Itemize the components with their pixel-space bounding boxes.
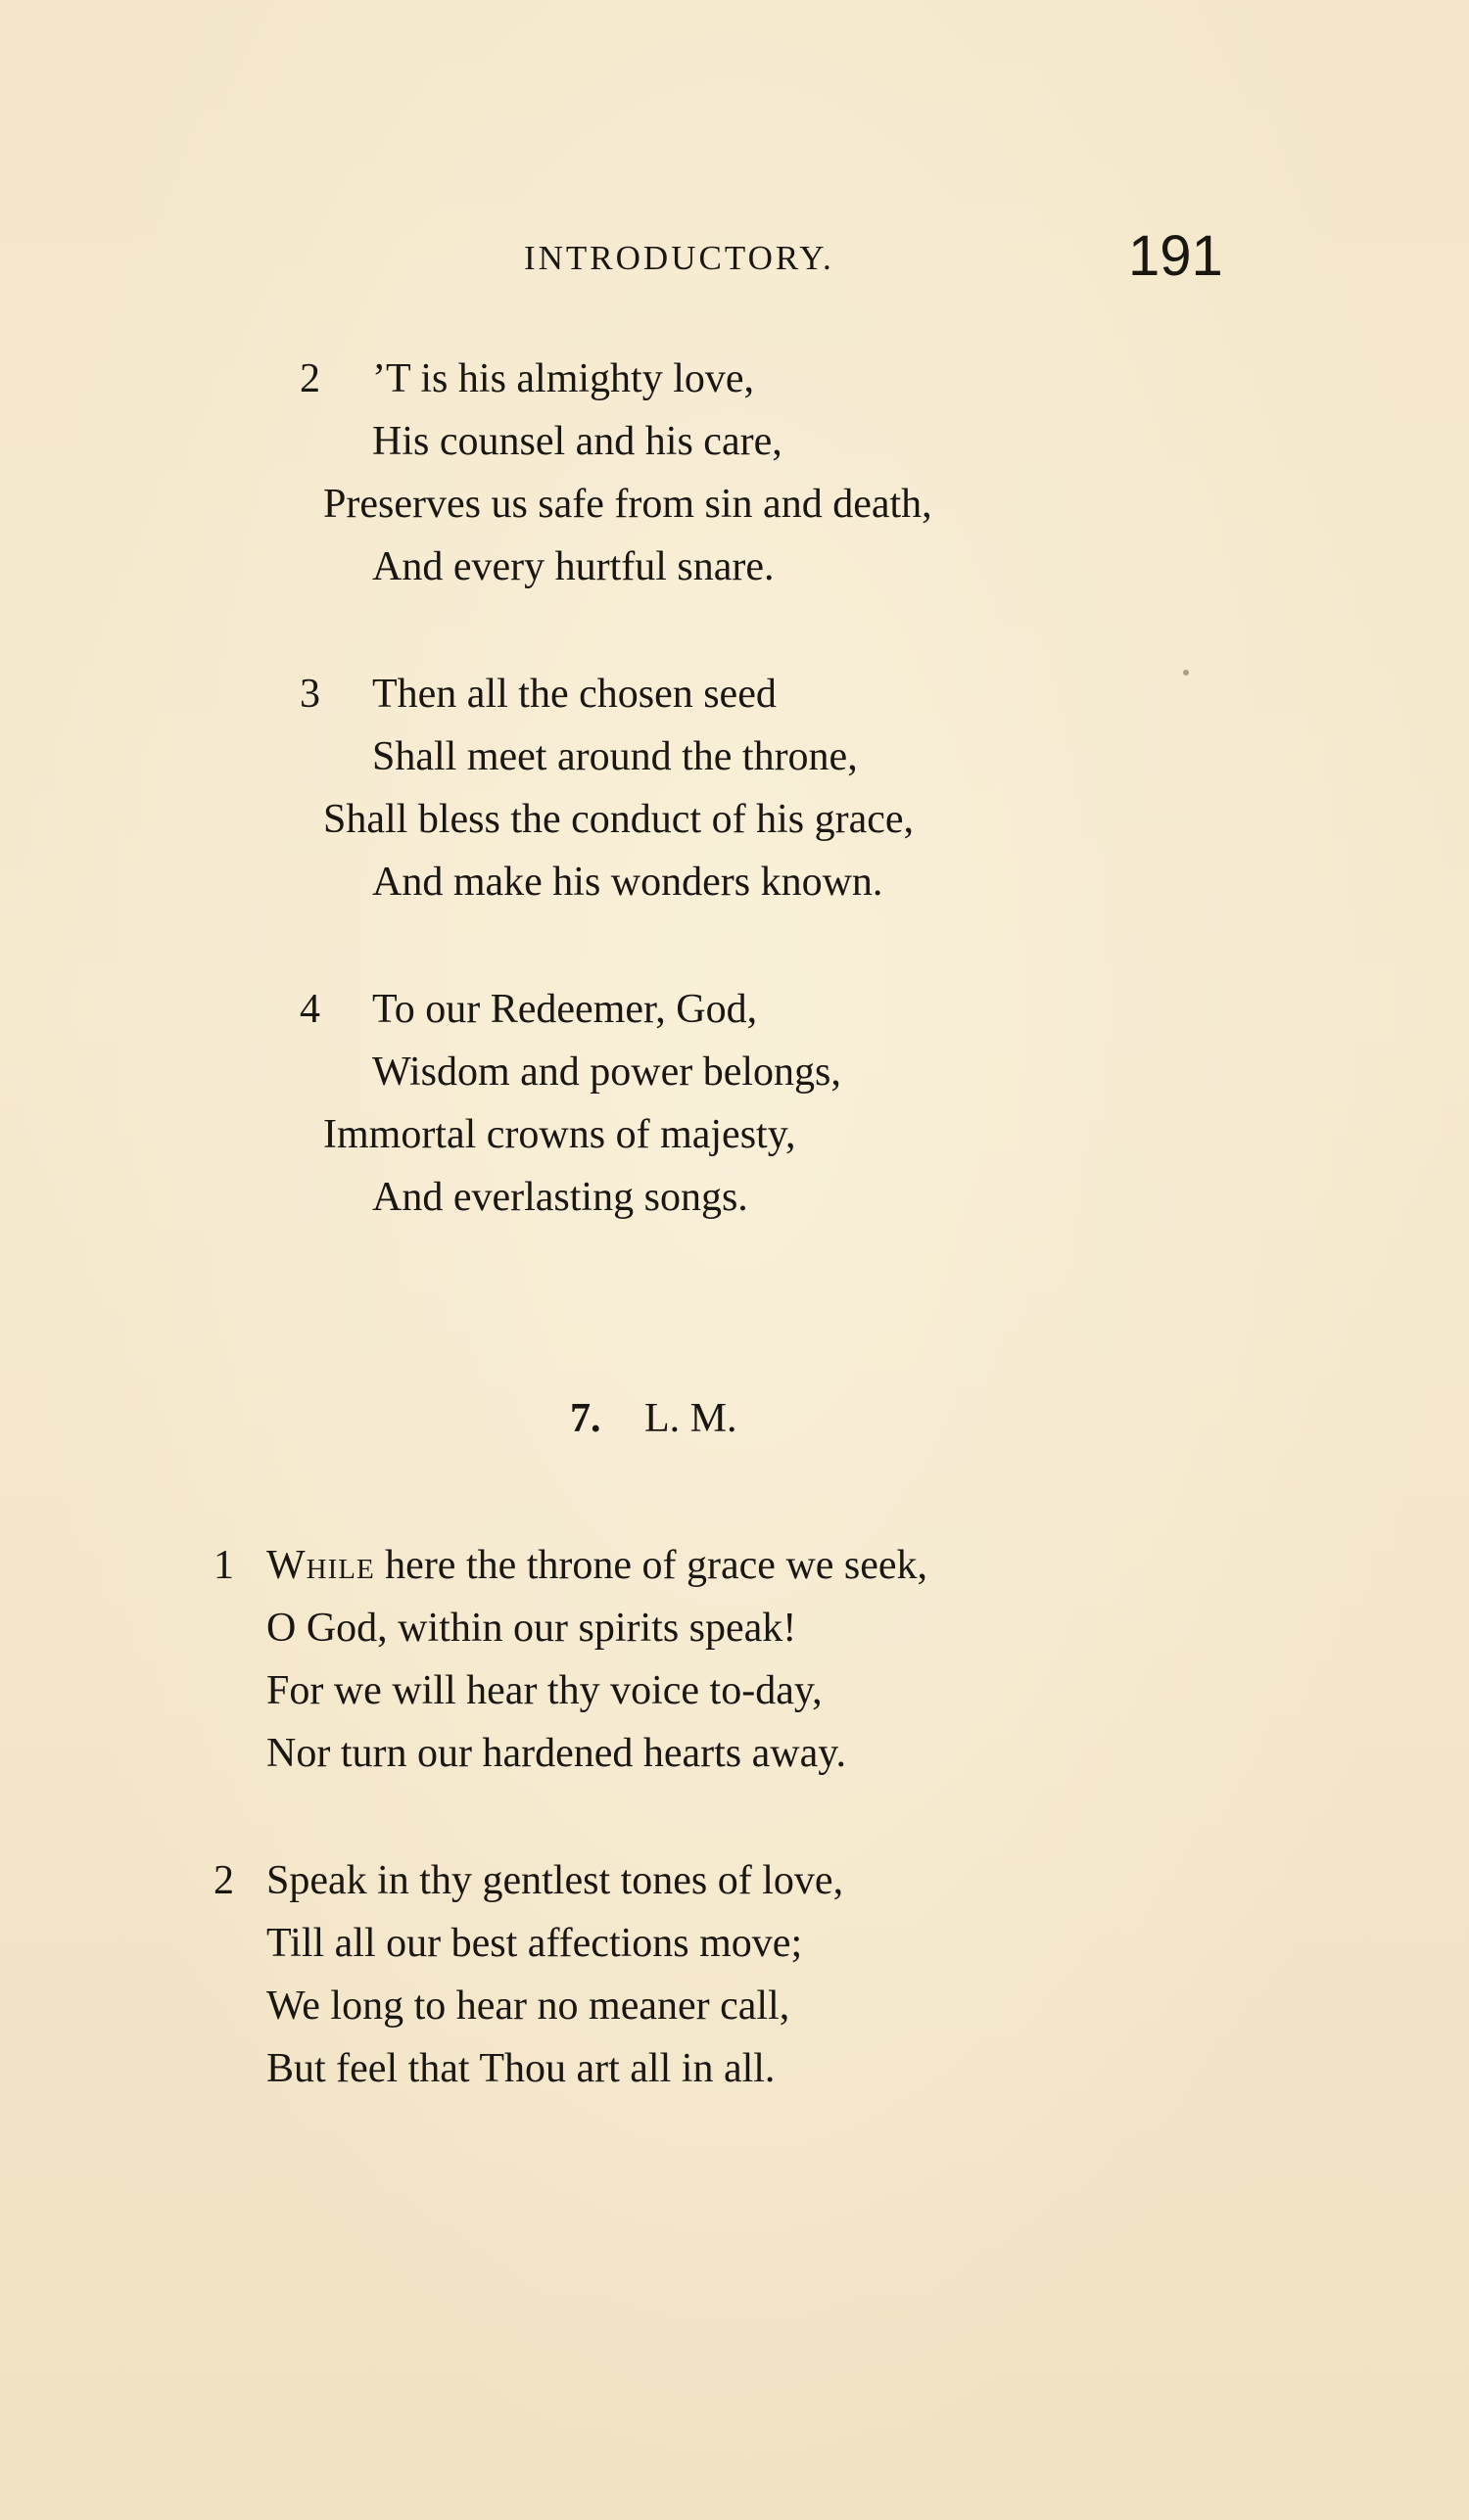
- verse-line: Preserves us safe from sin and death,: [323, 482, 932, 527]
- hymn-heading: [570, 1398, 737, 1439]
- stanza-number: 4: [300, 987, 320, 1032]
- verse-line: Immortal crowns of majesty,: [323, 1112, 796, 1157]
- verse-line: Speak in thy gentlest tones of love,: [266, 1858, 844, 1903]
- verse-line: For we will hear thy voice to-day,: [266, 1668, 823, 1713]
- page-number: 191: [1128, 224, 1223, 288]
- verse-line: Shall bless the conduct of his grace,: [323, 797, 915, 842]
- verse-line-first: [266, 1545, 927, 1586]
- first-line-rest: here the throne of grace we seek,: [374, 1543, 928, 1588]
- stanza-number: 3: [300, 672, 320, 717]
- verse-line: But feel that Thou art all in all.: [266, 2046, 776, 2091]
- verse-line: Wisdom and power belongs,: [372, 1050, 841, 1095]
- verse-line: We long to hear no meaner call,: [266, 1983, 790, 2029]
- running-title: INTRODUCTORY.: [524, 239, 834, 277]
- verse-line: Then all the chosen seed: [372, 672, 777, 717]
- stanza-number: 1: [213, 1543, 234, 1588]
- verse-line: ’T is his almighty love,: [372, 356, 755, 401]
- first-word: While: [266, 1543, 375, 1588]
- verse-line: His counsel and his care,: [372, 419, 782, 464]
- verse-line: Shall meet around the throne,: [372, 734, 858, 779]
- bleed-through-mark: [877, 1357, 944, 1432]
- hymn-number: 7.: [570, 1396, 601, 1441]
- verse-line: And everlasting songs.: [372, 1175, 748, 1220]
- running-head: [0, 223, 1469, 292]
- verse-line: Till all our best affections move;: [266, 1921, 803, 1966]
- verse-line: And every hurtful snare.: [372, 544, 775, 589]
- verse-line: And make his wonders known.: [372, 860, 883, 905]
- hymn-meter: L. M.: [644, 1396, 737, 1441]
- verse-line: O God, within our spirits speak!: [266, 1606, 797, 1651]
- verse-line: Nor turn our hardened hearts away.: [266, 1731, 847, 1776]
- paper-speck: [1183, 670, 1189, 676]
- stanza-number: 2: [300, 356, 320, 401]
- stanza-number: 2: [213, 1858, 234, 1903]
- verse-line: To our Redeemer, God,: [372, 987, 758, 1032]
